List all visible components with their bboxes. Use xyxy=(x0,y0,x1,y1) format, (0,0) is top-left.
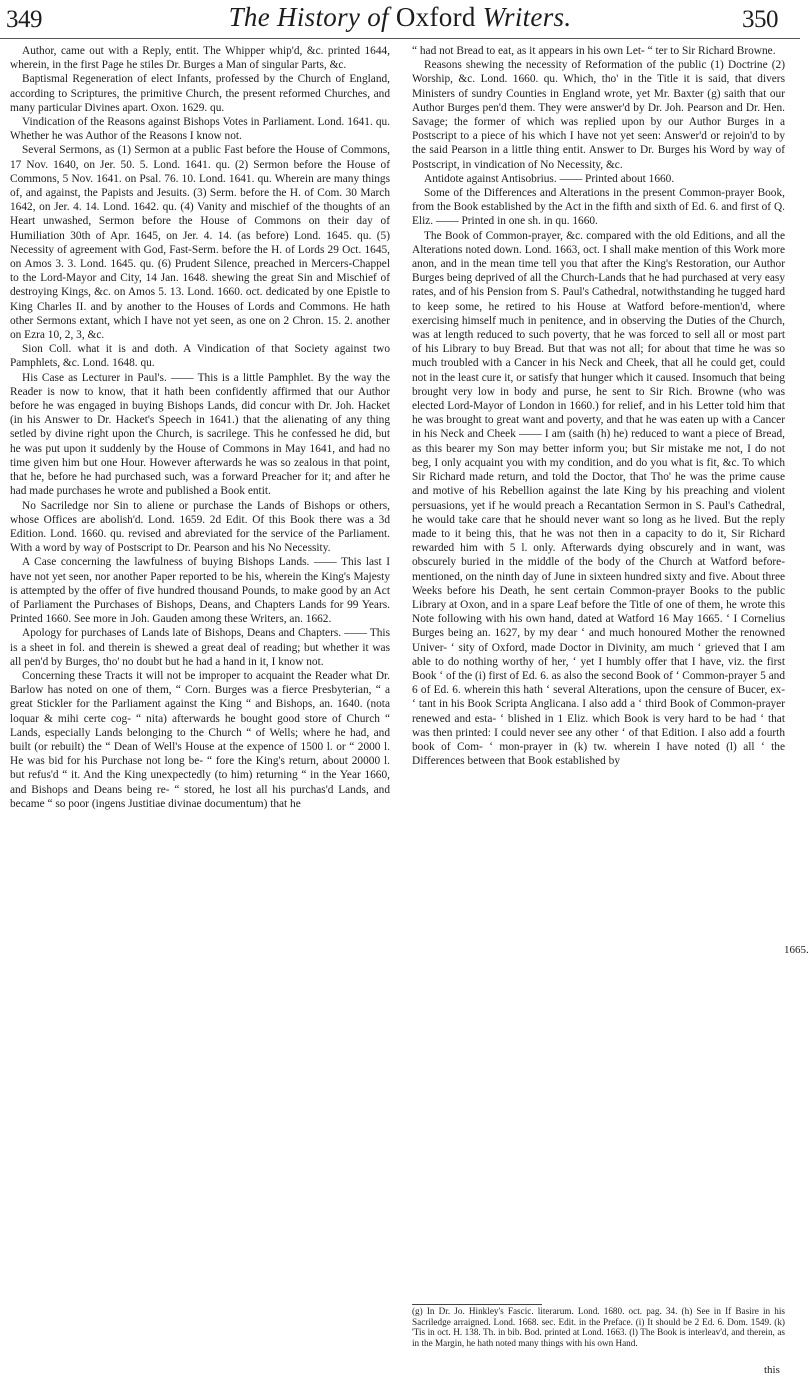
page-number-left: 349 xyxy=(6,6,42,33)
header-rule xyxy=(0,38,800,39)
paragraph: His Case as Lecturer in Paul's. —— This is a little Pamphlet. By the way the Reader is now to know, that it hath been confidently affirmed that our Author before he was engaged in buying Bishops Lands, did concur with Dr. Joh. Hacket (in his Answer to Dr. Hacket's Speech in 1641.) that the alienating of any thing setled by divine right upon the Church, is sacrilege. This he confessed he did, but he was put upon it suddenly by the House of Commons in May 1641, and had no time given him but one Hour. However afterwards he was so zealous in that point, that he, before he had purchased such, was a forward Preacher for it; and after he had made purchases he wrote and published a Book entit. xyxy=(10,371,390,498)
paragraph: No Sacriledge nor Sin to aliene or purchase the Lands of Bishops or others, whose Offices are abolish'd. Lond. 1659. 2d Edit. Of this Book there was a 3d Edition. Lond. 1660. qu. revised and abreviated for the service of the Parliament. With a word by way of Postscript to Dr. Pearson and his No Necessity. xyxy=(10,499,390,555)
paragraph: The Book of Common-prayer, &c. compared with the old Editions, and all the Alterations noted down. Lond. 1663, oct. I shall make mention of this Work more anon, and in the mean time tell you that after the King's Restoration, our Author Burges being deprived of all the Church-Lands that he had purchased at very easy rates, and of his Pension from S. Paul's Cathedral, notwithstanding he tugged hard to keep some, he retired to his House at Watford before-mention'd, where exercising himself much in penitence, and in observing the Duties of the Church, was at length reduced to such poverty, that he was forced to sell all or most part of his Library to buy Bread. But that was not all; for about that time he was so much troubled with a Cancer in his Neck and Cheek, that all he could get, could not in the least cure it, or satisfy that hunger which it caused. Insomuch that being brought very low in body and purse, he sent to Sir Rich. Browne (who was elected Lord-Mayor of London in 1660.) for relief, and in his Letter told him that he was brought to great want and poverty, and that he was eaten up with a Cancer in his Neck and Cheek —— I am (saith (h) he) reduced to want a piece of Bread, as this bearer my Son may better inform you; but Sir mistake me not, I do not beg, I only acquaint you with my condition, and do you what is fit, &c. To which Sir Richard made return, and told the Doctor, that Tho' he was the prime cause and motive of his Rebellion against the late King by his preaching and violent persuasions, yet if he would preach a Recantation Sermon in S. Paul's Cathedral, he would take care that he should never want so long as he lived. But the reply made to it being this, that he was not then in a capacity to do it, Sir Richard rewarded him with 5 l. only. Afterwards dying obscurely and in want, was obscurely buried in the middle of the body of the Church at Watford before-mentioned, on the ninth day of June in sixteen hundred sixty and five. About three Weeks before his Death, he sent certain Common-prayer Books to the public Library at Oxon, and in a spare Leaf before the Title of one of them, he wrote this Note following with his own hand, dated at Watford 16 May 1665. ‘ I Cornelius Burges being an. 1627, by my dear ‘ and much honoured Mother the renowned Univer- ‘ sity of Oxford, made Doctor in Divinity, am much ‘ grieved that I am able to do nothing worthy of her, ‘ yet I humbly offer that I have, viz. the first Book ‘ of the (i) first of Ed. 6. as also the second Book of ‘ Common-prayer 5 and 6 of Ed. 6. wherein this hath ‘ several Alterations, upon the censure of Bucer, ex- ‘ tant in his Book Scripta Anglicana. I also add a ‘ third Book of Common-prayer renewed and esta- ‘ blished in 1 Eliz. which Book is very hard to be had ‘ that was then printed: I could never see any other ‘ of that Edition. I also add a fourth book of Com- ‘ mon-prayer in (k) tw. wherein I have noted (l) all ‘ the Differences between that Book established by xyxy=(412,229,786,768)
paragraph: Concerning these Tracts it will not be improper to acquaint the Reader what Dr. Barlow has noted on one of them, “ Corn. Burges was a fierce Presbyterian, “ a great Stickler for the Parliament against the King “ and Bishops, an. 1640. (nota loquar & mihi certe cog- “ nita) afterwards he bought good store of Church “ Lands, especially Lands belonging to the Church “ of Wells; where he had, and built (or rebuilt) the “ Dean of Well's House at the expence of 1500 l. or “ 2000 l. He was bid for his Purchase not long be- “ fore the King's return, about 20000 l. but refus'd “ it. And the King unexpectedly (to him) returning “ in the Year 1660, and Bishops and Deans being re- “ stored, he lost all his purchas'd Lands, and became “ so poor (ingens Justitiae divinae documentum) that he xyxy=(10,669,390,810)
page-number-right: 350 xyxy=(742,6,778,33)
paragraph: “ had not Bread to eat, as it appears in his own Let- “ ter to Sir Richard Browne. xyxy=(412,45,776,57)
paragraph: Antidote against Antisobrius. —— Printed about 1660. xyxy=(424,172,675,185)
running-title-part-b: Oxford xyxy=(395,2,476,32)
paragraph: Apology for purchases of Lands late of Bishops, Deans and Chapters. —— This is a sheet in fol. and therein is shewed a great deal of reading; but whether it was all pen'd by Burges, tho' no doubt but he had a hand in it, I know not. xyxy=(10,627,390,668)
running-title-part-a: The History of xyxy=(228,2,389,32)
right-column xyxy=(412,44,785,768)
paragraph: Several Sermons, as (1) Sermon at a public Fast before the House of Commons, 17 Nov. 1640, on Jer. 50. 5. Lond. 1641. qu. (2) Sermon before the House of Commons, 5 Nov. 1641. on Psal. 76. 10. Lond. 1641. qu. Wherein are many things of, and against, the Papists and Jesuits. (3) Serm. before the H. of Com. 30 March 1642, on Jer. 4. 14. Lond. 1642. qu. (4) Vanity and mischief of the thoughts of an Heart unwashed, Sermon before the House of Commons on their day of Humiliation 30th of Apr. 1645, on Jer. 4. 14. (as before) Lond. 1645. qu. (5) Necessity of agreement with God, Fast-Serm. before the H. of Lords 29 Oct. 1645, on Amos 3. 3. Lond. 1645. qu. (6) Prudent Silence, preached in Mercers-Chappel to the Lord-Mayor and City, 14 Jan. 1648. shewing the great Sin and Mischief of destroying Kings, &c. on Amos 5. 13. Lond. 1660. oct. dedicated by one Epistle to King Charles II. and by another to the Houses of Lords and Commons. He hath other Sermons extant, which I have not yet seen, as one on 2 Chron. 15. 2. another on Ezra 10, 2, 3, &c. xyxy=(10,144,390,342)
paragraph: Vindication of the Reasons against Bishops Votes in Parliament. Lond. 1641. qu. Whether he was Author of the Reasons I know not. xyxy=(10,116,390,143)
paragraph: Author, came out with a Reply, entit. The Whipper whip'd, &c. printed 1644, wherein, in the first Page he stiles Dr. Burges a Man of singular Parts, &c. xyxy=(10,45,390,72)
paragraph: Baptismal Regeneration of elect Infants, professed by the Church of England, according to Scriptures, the primitive Church, the present reformed Churches, and many particular Divines apart. Oxon. 1629. qu. xyxy=(10,73,390,114)
paragraph: Sion Coll. what it is and doth. A Vindication of that Society against two Pamphlets, &c. Lond. 1648. qu. xyxy=(10,343,390,370)
margin-year: 1665. xyxy=(784,944,809,956)
running-header xyxy=(0,0,800,40)
running-title-part-c: Writers. xyxy=(482,2,572,32)
running-title xyxy=(215,2,585,33)
paragraph: Reasons shewing the necessity of Reformation of the public (1) Doctrine (2) Worship, &c. Lond. 1660. qu. Which, tho' in the Title it is said, that divers Ministers of sundry Counties in England wrote, yet Mr. Baxter (g) saith that our Author Burges pen'd them. They were answer'd by Dr. Joh. Pearson and Dr. Hen. Savage; the former of which was replied upon by our Author Burges in a Postscript to a piece of his which I have not yet seen: Answer'd or rejoin'd to by the said Pearson in a little thing entit. Answer to Dr. Burges his Word by way of Postscript, in vindication of No Necessity, &c. xyxy=(412,59,785,171)
footnote-rule xyxy=(412,1304,542,1305)
left-column xyxy=(10,44,390,811)
paragraph: A Case concerning the lawfulness of buying Bishops Lands. —— This last I have not yet seen, nor another Paper reported to be his, wherein the King's Majesty is attempted by the offer of five hundred thousand Pounds, to make good by an Act of Parliament the Purchases of Bishops, Deans, and Chapters Lands for 99 Years. Printed 1660. See more in Joh. Gauden among these Writers, an. 1662. xyxy=(10,556,390,626)
paragraph: Some of the Differences and Alterations in the present Common-prayer Book, from the Book established by the Act in the fifth and sixth of Ed. 6. and first of Q. Eliz. —— Printed in one sh. in qu. 1660. xyxy=(412,187,785,228)
footnotes: (g) In Dr. Jo. Hinkley's Fascic. literarum. Lond. 1680. oct. pag. 34. (h) See in If Basire in his Sacriledge arraigned. Lond. 1668. sec. Edit. in the Preface. (i) It should be 2 Ed. 6. Dom. 1549. (k) 'Tis in oct. H. 138. Th. in bib. Bod. printed at Lond. 1663. (l) The Book is interleav'd, and therein, as in the Margin, he hath noted many things with his own Hand. xyxy=(412,1306,785,1348)
catchword: this xyxy=(764,1364,780,1376)
